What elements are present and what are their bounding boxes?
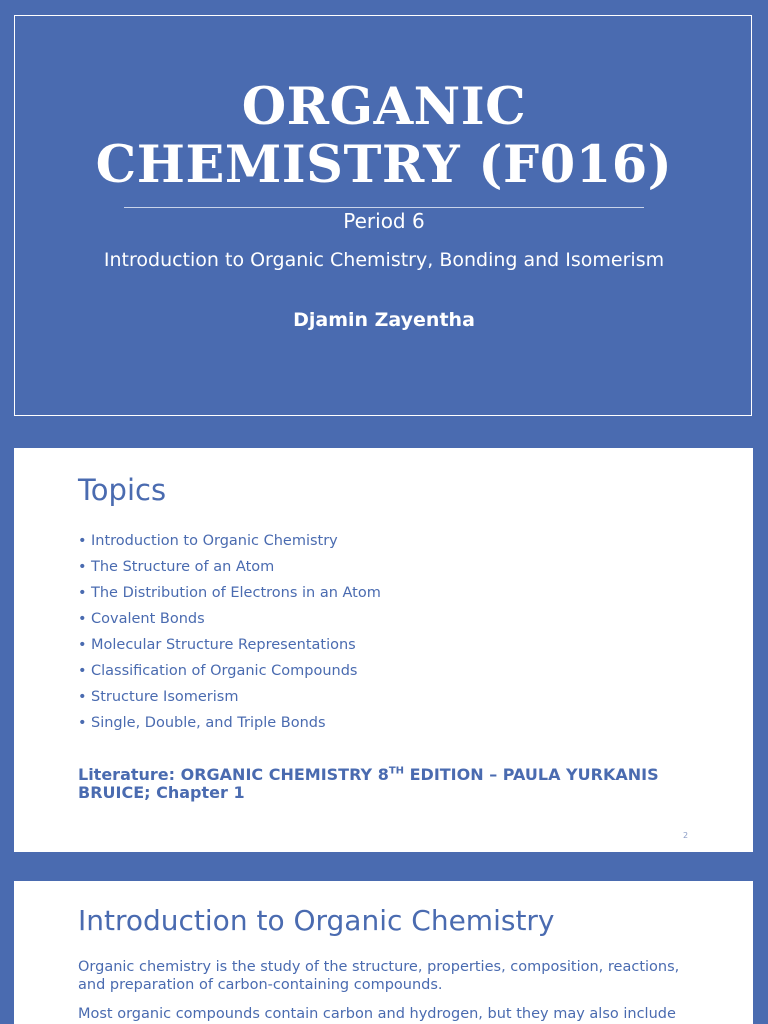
topic-item bbox=[78, 710, 381, 736]
period-label: Period 6 bbox=[343, 209, 425, 233]
topic-text: Single, Double, and Triple Bonds bbox=[91, 715, 326, 731]
topic-item bbox=[78, 528, 381, 554]
topic-text: Molecular Structure Representations bbox=[91, 637, 356, 653]
literature-reference bbox=[78, 766, 718, 802]
topics-slide bbox=[14, 448, 753, 852]
lecture-subtitle: Introduction to Organic Chemistry, Bonding and Isomerism bbox=[103, 249, 665, 271]
course-title-line2: CHEMISTRY (F016) bbox=[95, 135, 673, 195]
literature-superscript: TH bbox=[388, 765, 405, 777]
topic-item bbox=[78, 606, 381, 632]
topic-text: Structure Isomerism bbox=[91, 689, 239, 705]
topic-item bbox=[78, 632, 381, 658]
author-name: Djamin Zayentha bbox=[293, 309, 475, 331]
intro-paragraph-1: Organic chemistry is the study of the structure, properties, composition, reactions, and preparation of carbon-containing compounds. bbox=[78, 959, 680, 993]
bullet-icon: • bbox=[78, 715, 87, 731]
topic-item bbox=[78, 554, 381, 580]
course-title bbox=[0, 78, 768, 194]
intro-paragraph-2: Most organic compounds contain carbon and hydrogen, but they may also include bbox=[78, 1006, 676, 1022]
bullet-icon: • bbox=[78, 611, 87, 627]
bullet-icon: • bbox=[78, 585, 87, 601]
intro-heading: Introduction to Organic Chemistry bbox=[78, 904, 555, 937]
topic-text: Covalent Bonds bbox=[91, 611, 205, 627]
topic-item bbox=[78, 580, 381, 606]
title-slide bbox=[0, 0, 768, 430]
bullet-icon: • bbox=[78, 663, 87, 679]
literature-suffix: EDITION – PAULA YURKANIS BRUICE; Chapter 1 bbox=[78, 765, 659, 802]
topic-text: The Structure of an Atom bbox=[91, 559, 275, 575]
bullet-icon: • bbox=[78, 689, 87, 705]
topic-item bbox=[78, 658, 381, 684]
topic-text: The Distribution of Electrons in an Atom bbox=[91, 585, 381, 601]
topics-heading: Topics bbox=[78, 473, 167, 507]
bullet-icon: • bbox=[78, 637, 87, 653]
topics-list bbox=[78, 528, 381, 736]
bullet-icon: • bbox=[78, 533, 87, 549]
literature-prefix: Literature: ORGANIC CHEMISTRY 8 bbox=[78, 765, 389, 784]
bullet-icon: • bbox=[78, 559, 87, 575]
course-title-line1: ORGANIC bbox=[241, 77, 527, 137]
topic-text: Introduction to Organic Chemistry bbox=[91, 533, 338, 549]
topic-text: Classification of Organic Compounds bbox=[91, 663, 358, 679]
topic-item bbox=[78, 684, 381, 710]
intro-slide bbox=[14, 881, 753, 1024]
slide-page-number: 2 bbox=[683, 831, 689, 840]
